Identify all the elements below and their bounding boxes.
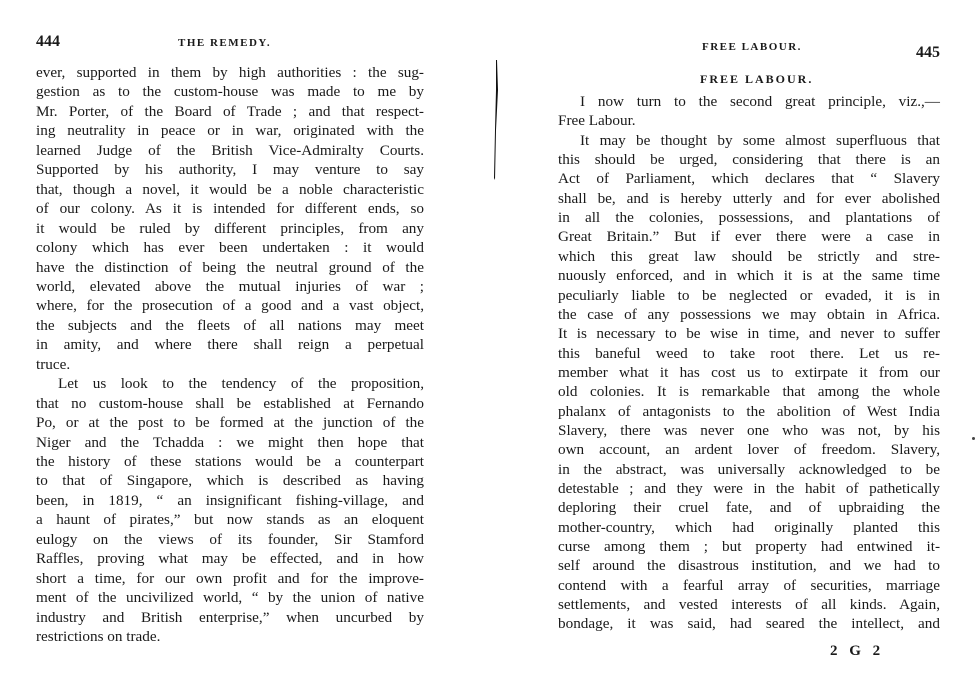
text-line: Let us look to the tendency of the proposition, <box>58 375 424 393</box>
text-line: mother-country, which had originally planted this <box>558 518 940 536</box>
text-line: of our colony. As it is intended for different ends, so <box>36 200 424 218</box>
text-line: in all the colonies, possessions, and plantations of <box>558 209 940 227</box>
left-page-number: 444 <box>36 33 60 50</box>
left-page <box>0 0 470 693</box>
text-line: eulogy on the views of its founder, Sir Stamford <box>36 530 424 548</box>
text-line: which this great law should be strictly and stre- <box>558 247 940 265</box>
text-line: gestion as to the custom-house was made to me by <box>36 83 424 101</box>
text-line: Slavery, there was never one who was not, by his <box>558 421 940 439</box>
right-running-head: FREE LABOUR. <box>702 41 802 53</box>
text-line: I now turn to the second great principle, viz.,— <box>580 93 940 110</box>
text-line: world, elevated above the mutual injuries of war ; <box>36 277 424 295</box>
printer-signature: 2 G 2 <box>830 643 885 659</box>
text-line: Niger and the Tchadda : we might then hope that <box>36 433 424 451</box>
text-line: own account, an ardent lover of freedom. Slavery, <box>558 441 940 459</box>
text-line: been, in 1819, “ an insignificant fishing-village, and <box>36 491 424 509</box>
text-line: old colonies. It is remarkable that among the whole <box>558 383 940 401</box>
right-page <box>500 0 980 693</box>
text-line: colony which has ever been undertaken : it would <box>36 239 424 257</box>
text-line: the case of any possessions we may obtain in Africa. <box>558 305 940 323</box>
text-line: where, for the prosecution of a good and a vast object, <box>36 297 424 315</box>
text-line: deploring their cruel fate, and of upbraiding the <box>558 499 940 517</box>
text-line: truce. <box>36 355 71 373</box>
text-line: contend with a fearful array of securities, marriage <box>558 576 940 594</box>
text-line: this should be urged, considering that there is an <box>558 151 940 169</box>
text-line: a haunt of pirates,” but now stands as an eloquent <box>36 511 424 529</box>
text-line: phalanx of antagonists to the abolition of West India <box>558 402 940 420</box>
text-line: ing neutrality in peace or in war, originated with the <box>36 122 424 140</box>
text-line: Mr. Porter, of the Board of Trade ; and that respect- <box>36 102 424 120</box>
text-line: Act of Parliament, which declares that “ Slavery <box>558 170 940 188</box>
text-line: peculiarly liable to be neglected or evaded, it is in <box>558 286 940 304</box>
text-line: nuously enforced, and in which it is at the same time <box>558 267 940 285</box>
right-page-number: 445 <box>916 44 940 61</box>
text-line: detestable ; and they were in the habit of pathetically <box>558 480 940 497</box>
text-line: curse among them ; but property had entwined it- <box>558 538 940 556</box>
gutter-shadow-mark <box>493 60 499 180</box>
text-line: this baneful weed to take root there. Let us re- <box>558 344 940 362</box>
page-speck <box>972 437 975 440</box>
text-line: bondage, it was said, had seared the intellect, and <box>558 615 940 633</box>
text-line: member what it has cost us to extirpate it from our <box>558 363 940 381</box>
text-line: shall be, and is hereby utterly and for ever abolished <box>558 189 940 207</box>
text-line: in amity, and where there shall reign a perpetual <box>36 336 424 354</box>
text-line: ever, supported in them by high authorities : the sug- <box>36 64 424 81</box>
text-line: Supported by his authority, I may venture to say <box>36 161 424 179</box>
text-line: restrictions on trade. <box>36 628 161 646</box>
text-line: self around the disastrous institution, and we had to <box>558 557 940 575</box>
text-line: it would be ruled by different principles, from any <box>36 219 424 237</box>
text-line: Raffles, proving what may be effected, and in how <box>36 550 424 568</box>
text-line: learned Judge of the British Vice-Admiralty Courts. <box>36 141 424 159</box>
text-line: that, though a novel, it would be a noble characteristic <box>36 180 424 198</box>
text-line: It is necessary to be wise in time, and never to suffer <box>558 325 940 343</box>
text-line: the history of these stations would be a counterpart <box>36 453 424 470</box>
text-line: in the abstract, was universally acknowledged to be <box>558 460 940 478</box>
left-running-head: THE REMEDY. <box>178 37 272 49</box>
text-line: Po, or at the post to be formed at the junction of the <box>36 414 424 432</box>
text-line: short a time, for our own profit and for the improve- <box>36 569 424 587</box>
text-line: to that of Singapore, which is described as having <box>36 472 424 490</box>
text-line: It may be thought by some almost superfluous that <box>580 131 940 149</box>
text-line: that no custom-house shall be established at Fernando <box>36 394 424 412</box>
text-line: ment of the uncivilized world, “ by the union of native <box>36 589 424 607</box>
text-line: Great Britain.” But if ever there were a case in <box>558 228 940 246</box>
text-line: the subjects and the fleets of all nations may meet <box>36 316 424 334</box>
section-heading: FREE LABOUR. <box>700 72 814 86</box>
text-line: Free Labour. <box>558 112 636 130</box>
text-line: industry and British enterprise,” when uncurbed by <box>36 608 424 626</box>
text-line: settlements, and vested interests of all kinds. Again, <box>558 596 940 614</box>
text-line: have the distinction of being the neutral ground of the <box>36 258 424 276</box>
